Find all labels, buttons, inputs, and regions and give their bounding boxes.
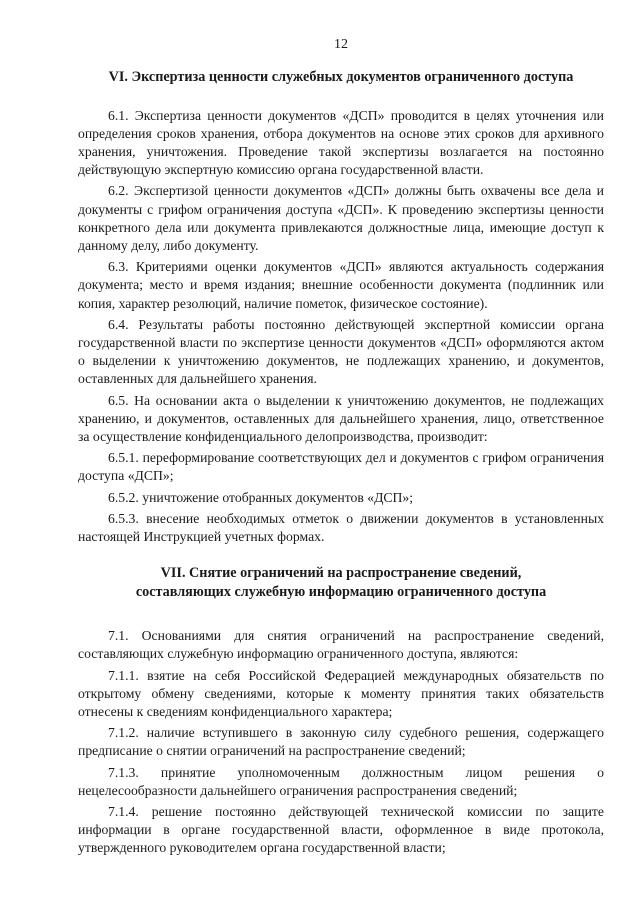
paragraph-6-1: 6.1. Экспертиза ценности документов «ДСП» проводится в целях уточнения или определения сроков хранения, отбора документов на основе этих сроков для архивного хранения, уничтожения. Проведение такой экспертизы возлагается на постоянно действующую экспертную комиссию органа государственной власти. xyxy=(78,107,604,178)
page-number: 12 xyxy=(334,37,348,52)
section-6-heading: VI. Экспертиза ценности служебных документов ограниченного доступа xyxy=(108,69,574,85)
paragraph-7-1: 7.1. Основаниями для снятия ограничений на распространение сведений, составляющих служебную информацию ограниченного доступа, являются: xyxy=(78,628,604,662)
section-7-heading xyxy=(78,564,604,601)
section-7-heading-line-2: составляющих служебную информацию ограниченного доступа xyxy=(135,583,547,600)
paragraph-6-5-1: 6.5.1. переформирование соответствующих дел и документов с грифом ограничения доступа «ДСП»; xyxy=(78,450,604,484)
document-page xyxy=(78,36,604,861)
paragraph-6-3: 6.3. Критериями оценки документов «ДСП» являются актуальность содержания документа; место и время издания; внешние особенности документа (подлинник или копия, характер резолюций, наличие пометок, физическое состояние). xyxy=(78,259,604,311)
paragraph-6-4: 6.4. Результаты работы постоянно действующей экспертной комиссии органа государственной власти по экспертизе ценности документов «ДСП» оформляются актом о выделении к уничтожению документов, не подлежащих хранению, и документов, оставленных для дальнейшего хранения. xyxy=(78,316,604,387)
paragraph-6-2: 6.2. Экспертизой ценности документов «ДСП» должны быть охвачены все дела и документы с грифом ограничения доступа «ДСП». К проведению экспертизы ценности конкретного дела или документа привлекаются должностные лица, имеющие доступ к данному делу, либо документу. xyxy=(78,183,604,253)
paragraph-7-1-3: 7.1.3. принятие уполномоченным должностным лицом решения о нецелесообразности дальнейшего ограничения распространения сведений; xyxy=(78,764,604,798)
section-7-heading-line-1: VII. Снятие ограничений на распространение сведений, xyxy=(160,565,522,582)
paragraph-7-1-4: 7.1.4. решение постоянно действующей технической комиссии по защите информации в органе государственной власти, оформленное в виде протокола, утвержденного руководителем органа государственной власти; xyxy=(78,804,604,856)
paragraph-7-1-1: 7.1.1. взятие на себя Российской Федерацией международных обязательств по открытому обмену сведениями, которые к моменту принятия таких обязательств отнесены к сведениям конфиденциального характера; xyxy=(78,667,604,719)
paragraph-7-1-2: 7.1.2. наличие вступившего в законную силу судебного решения, содержащего предписание о снятии ограничений на распространение сведений; xyxy=(78,725,604,759)
paragraph-6-5-3: 6.5.3. внесение необходимых отметок о движении документов в установленных настоящей Инструкцией учетных формах. xyxy=(78,510,604,544)
paragraph-6-5-2: 6.5.2. уничтожение отобранных документов «ДСП»; xyxy=(108,489,414,505)
paragraph-6-5: 6.5. На основании акта о выделении к уничтожению документов, не подлежащих хранению, и документов, оставленных для дальнейшего хранения, лицо, ответственное за осуществление конфиденциального делопроизводства, производит: xyxy=(78,392,604,444)
